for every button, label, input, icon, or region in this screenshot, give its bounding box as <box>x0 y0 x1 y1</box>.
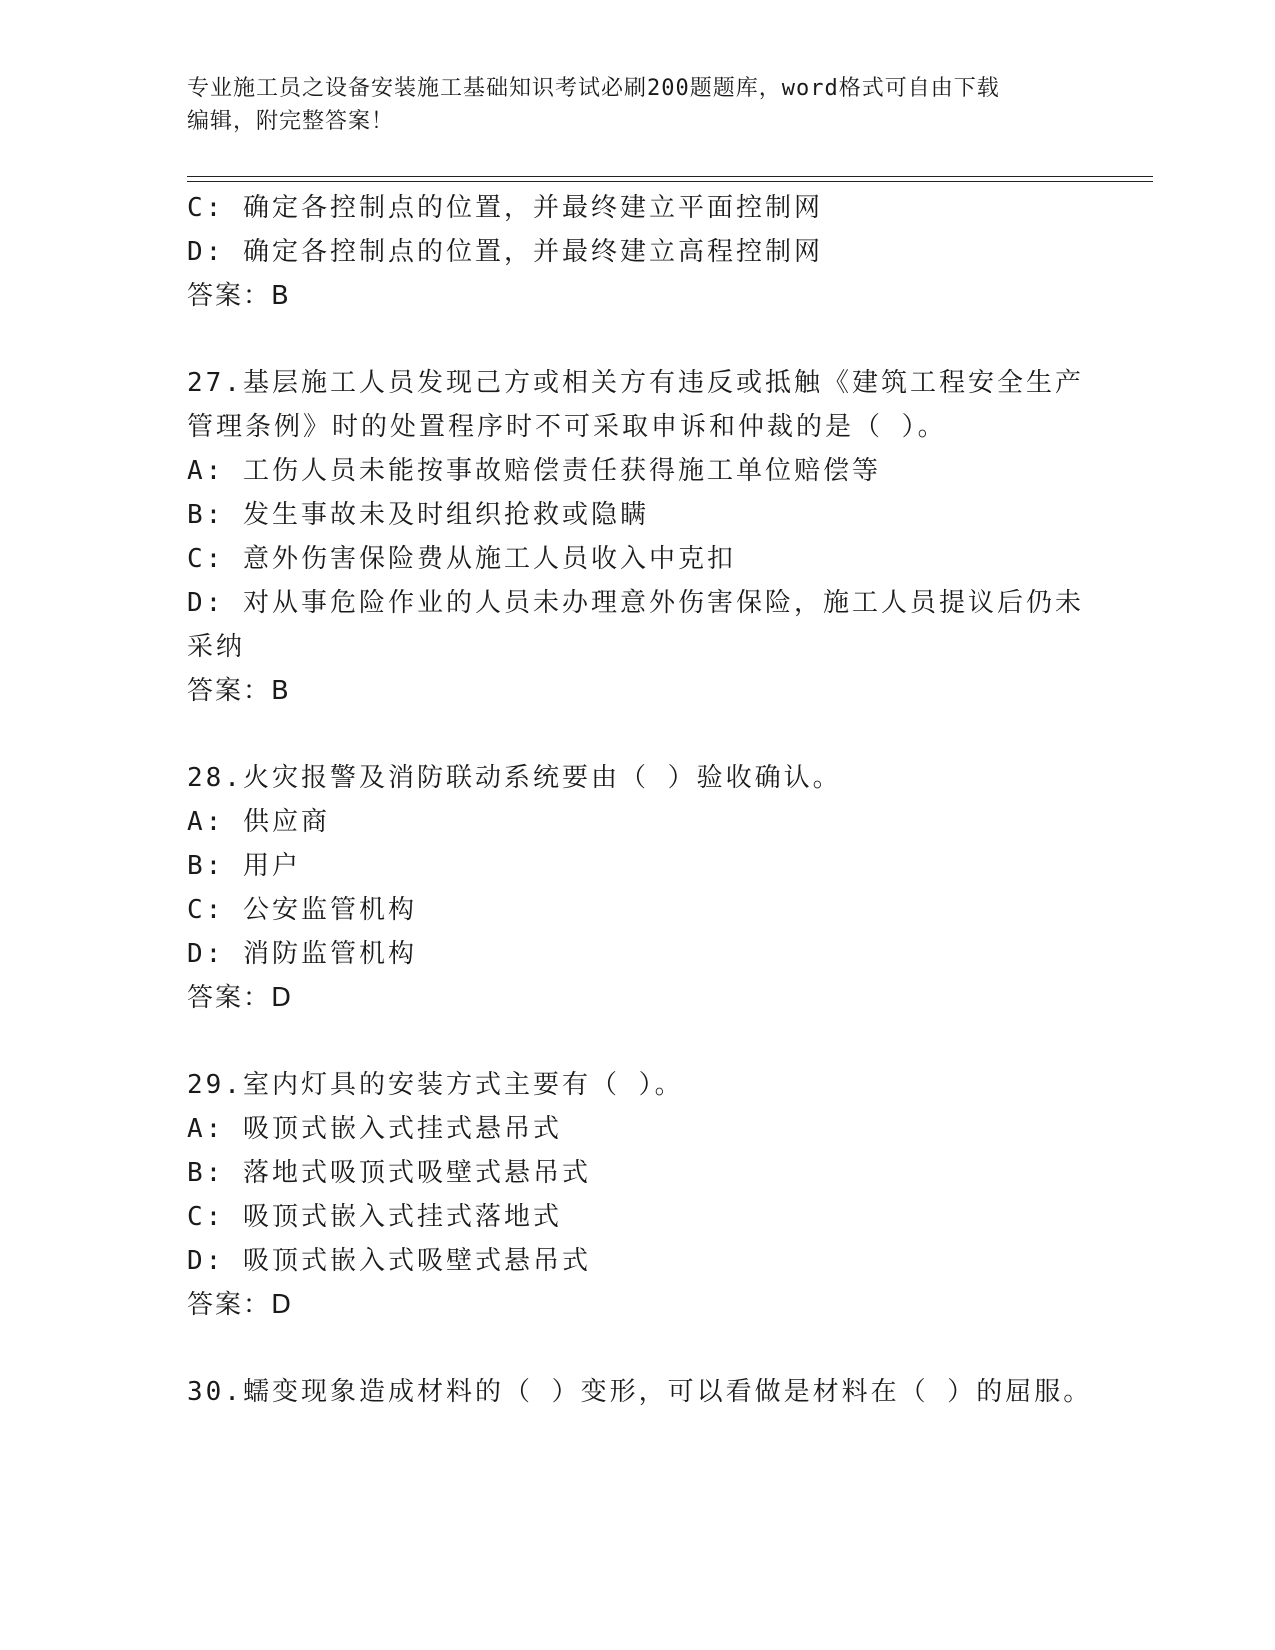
question-27-stem-line-2: 管理条例》时的处置程序时不可采取申诉和仲裁的是（ ）。 <box>187 412 947 442</box>
question-29-stem: 29.室内灯具的安装方式主要有（ ）。 <box>187 1070 684 1100</box>
question-28-option-b: B: 用户 <box>187 851 301 881</box>
question-27-option-b: B: 发生事故未及时组织抢救或隐瞒 <box>187 500 649 530</box>
question-29-answer: 答案：D <box>187 1290 294 1320</box>
question-27-option-d-line-2: 采纳 <box>187 632 246 662</box>
question-28-answer: 答案：D <box>187 983 294 1013</box>
question-27-option-a: A: 工伤人员未能按事故赔偿责任获得施工单位赔偿等 <box>187 456 881 486</box>
question-28-option-d: D: 消防监管机构 <box>187 939 417 969</box>
header-line-1: 专业施工员之设备安装施工基础知识考试必刷200题题库，word格式可自由下载 <box>187 76 1000 101</box>
header-line-2: 编辑，附完整答案！ <box>187 109 395 134</box>
question-29-option-d: D: 吸顶式嵌入式吸壁式悬吊式 <box>187 1246 591 1276</box>
answer: 答案：B <box>187 281 291 311</box>
question-27-option-c: C: 意外伤害保险费从施工人员收入中克扣 <box>187 544 736 574</box>
question-28-option-a: A: 供应商 <box>187 807 330 837</box>
question-29-option-b: B: 落地式吸顶式吸壁式悬吊式 <box>187 1158 591 1188</box>
question-29-option-a: A: 吸顶式嵌入式挂式悬吊式 <box>187 1114 562 1144</box>
option-d: D: 确定各控制点的位置，并最终建立高程控制网 <box>187 237 823 267</box>
question-27-answer: 答案：B <box>187 676 291 706</box>
question-28-stem: 28.火灾报警及消防联动系统要由（ ）验收确认。 <box>187 763 842 793</box>
question-30-stem: 30.蠕变现象造成材料的（ ）变形，可以看做是材料在（ ）的屈服。 <box>187 1377 1093 1407</box>
question-27-option-d-line-1: D: 对从事危险作业的人员未办理意外伤害保险，施工人员提议后仍未 <box>187 588 1084 618</box>
header-divider-bottom <box>187 181 1153 182</box>
document-header <box>187 72 1087 138</box>
header-divider-top <box>187 176 1153 177</box>
question-29-option-c: C: 吸顶式嵌入式挂式落地式 <box>187 1202 562 1232</box>
question-28-option-c: C: 公安监管机构 <box>187 895 417 925</box>
question-27-stem-line-1: 27.基层施工人员发现己方或相关方有违反或抵触《建筑工程安全生产 <box>187 368 1084 398</box>
option-c: C: 确定各控制点的位置，并最终建立平面控制网 <box>187 193 823 223</box>
